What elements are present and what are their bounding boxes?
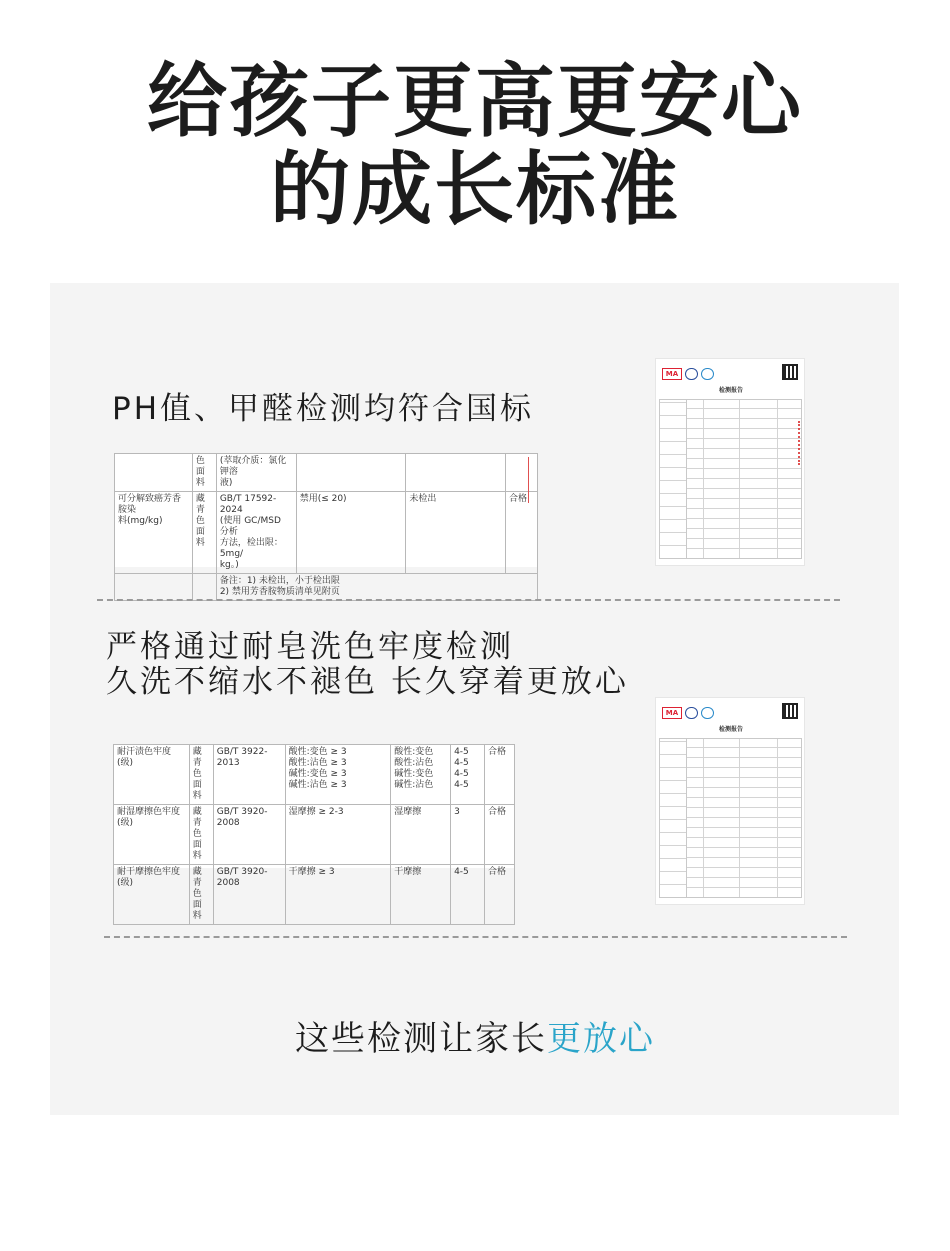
dashed-divider	[104, 936, 847, 938]
table-cell: 色面 料	[192, 454, 216, 492]
table-cell: 禁用(≤ 20)	[296, 492, 406, 574]
table-cell: 合格	[485, 805, 515, 865]
table-cell: 酸性:变色 酸性:沾色 碱性:变色 碱性:沾色	[391, 745, 451, 805]
table-cell: 湿摩擦 ≥ 2-3	[285, 805, 391, 865]
table-cell: 合格	[506, 492, 538, 574]
table-cell: 可分解致癌芳香胺染 料(mg/kg)	[115, 492, 193, 574]
hero-title-line2: 的成长标准	[270, 143, 680, 236]
table-cell: GB/T 17592-2024 (使用 GC/MSD 分析 方法，检出限：5mg/ kg。)	[216, 492, 296, 574]
qr-code-icon	[782, 703, 798, 719]
table-cell: 藏青 色面 料	[192, 492, 216, 574]
table-cell: 4-5 4-5 4-5 4-5	[451, 745, 485, 805]
table-cell: 备注：1) 未检出，小于检出限 2) 禁用芳香胺物质清单见附页	[216, 574, 537, 601]
table-cell: 未检出	[406, 492, 506, 574]
table-row	[115, 574, 538, 601]
table-cell: (萃取介质：氯化钾溶 液)	[216, 454, 296, 492]
ilac-logo	[701, 707, 714, 719]
red-stamp-mark	[798, 421, 802, 465]
table-cell	[115, 454, 193, 492]
table-cell: 耐干摩擦色牢度(级)	[114, 865, 190, 925]
table-cell	[296, 454, 406, 492]
table-row	[114, 805, 515, 865]
cnas-logo	[685, 707, 698, 719]
table-cell: GB/T 3920-2008	[213, 865, 285, 925]
closing-accent: 更放心	[547, 1019, 655, 1059]
table-cell: 4-5	[451, 865, 485, 925]
table-cell: GB/T 3922-2013	[213, 745, 285, 805]
table-cell: 合格	[485, 865, 515, 925]
hero-title	[0, 55, 950, 236]
table-cell	[406, 454, 506, 492]
table-cell: 藏青 色面 料	[189, 865, 213, 925]
dashed-divider	[97, 599, 840, 601]
table-cell: 酸性:变色 ≥ 3 酸性:沾色 ≥ 3 碱性:变色 ≥ 3 碱性:沾色 ≥ 3	[285, 745, 391, 805]
table-cell: 湿摩擦	[391, 805, 451, 865]
test-report-thumbnail-1	[655, 358, 805, 566]
cnas-logo	[685, 368, 698, 380]
table-cell: 干摩擦	[391, 865, 451, 925]
report-label-column	[659, 738, 686, 898]
ilac-logo	[701, 368, 714, 380]
table-cell	[192, 574, 216, 601]
table-cell: 耐湿摩擦色牢度(级)	[114, 805, 190, 865]
test-table-snippet-1	[114, 453, 538, 597]
test-report-thumbnail-2	[655, 697, 805, 905]
closing-text: 这些检测让家长	[295, 1019, 547, 1059]
closing-statement	[0, 1011, 950, 1060]
red-stamp-mark	[528, 457, 536, 503]
table-cell: GB/T 3920-2008	[213, 805, 285, 865]
table-cell: 藏青 色面 料	[189, 805, 213, 865]
report-title: 检测报告	[718, 726, 743, 733]
report-title: 检测报告	[718, 387, 743, 394]
section2-heading-line2: 久洗不缩水不褪色 长久穿着更放心	[106, 664, 629, 700]
report-table	[686, 738, 802, 898]
table-row	[114, 865, 515, 925]
table-cell: 干摩擦 ≥ 3	[285, 865, 391, 925]
table-row	[114, 745, 515, 805]
report-table	[686, 399, 802, 559]
cma-logo: MA	[662, 707, 682, 719]
table-cell: 合格	[485, 745, 515, 805]
section1-heading: PH值、甲醛检测均符合国标	[112, 391, 535, 427]
table-cell: 藏青 色面 料	[189, 745, 213, 805]
qr-code-icon	[782, 364, 798, 380]
cert-logos	[662, 707, 714, 721]
report-label-column	[659, 399, 686, 559]
table-cell	[115, 574, 193, 601]
table-row	[115, 454, 538, 492]
table-row	[115, 492, 538, 574]
cert-logos	[662, 368, 714, 382]
cma-logo: MA	[662, 368, 682, 380]
table-cell: 3	[451, 805, 485, 865]
test-table-snippet-2	[113, 744, 515, 921]
table-cell: 耐汗渍色牢度(级)	[114, 745, 190, 805]
section2-heading-line1: 严格通过耐皂洗色牢度检测	[106, 629, 514, 665]
hero-title-line1: 给孩子更高更安心	[147, 55, 803, 148]
